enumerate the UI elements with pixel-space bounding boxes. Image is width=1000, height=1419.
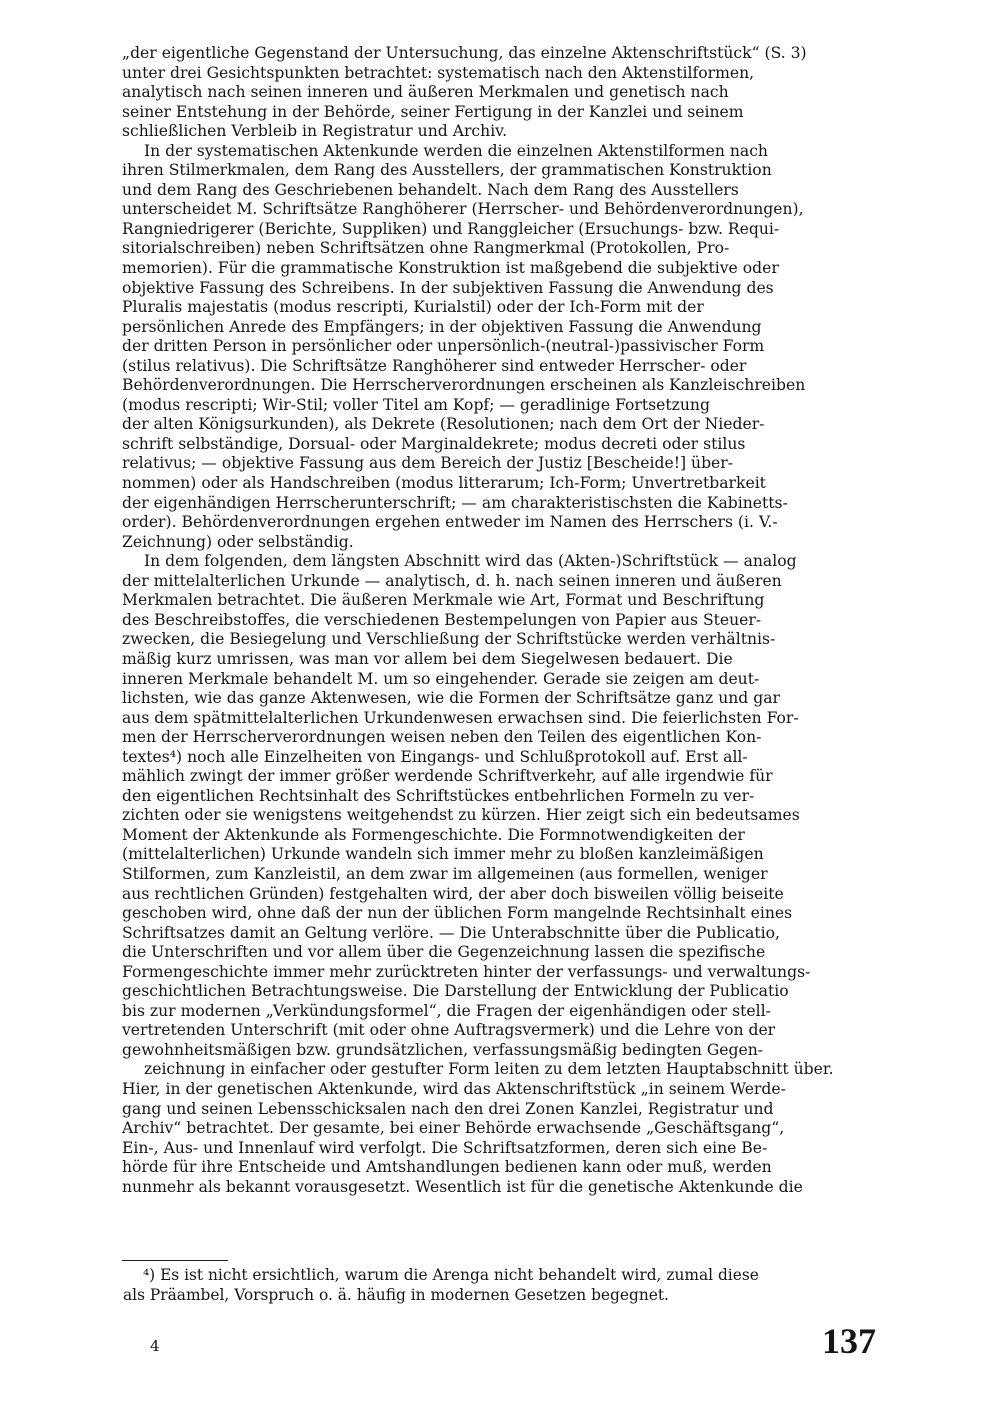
text-line: mählich zwingt der immer größer werdende Schriftverkehr, auf alle irgendwie für (122, 767, 773, 786)
text-line: aus rechtlichen Gründen) festgehalten wird, der aber doch bisweilen völlig beiseite (122, 884, 784, 903)
text-line: zeichnung in einfacher oder gestufter Form leiten zu dem letzten Hauptabschnitt über. (144, 1060, 834, 1079)
text-line: In der systematischen Aktenkunde werden die einzelnen Aktenstilformen nach (144, 141, 768, 160)
text-line: relativus; — objektive Fassung aus dem Bereich der Justiz [Bescheide!] über- (122, 454, 734, 473)
text-line: den eigentlichen Rechtsinhalt des Schriftstückes entbehrlichen Formeln zu ver- (122, 786, 755, 805)
text-line: des Beschreibstoffes, die verschiedenen Bestempelungen von Papier aus Steuer- (122, 610, 762, 629)
text-line: sitorialschreiben) neben Schriftsätzen ohne Rangmerkmal (Protokollen, Pro- (122, 239, 730, 258)
text-line: (mittelalterlichen) Urkunde wandeln sich immer mehr zu bloßen kanzleimäßigen (122, 845, 764, 864)
text-line: der mittelalterlichen Urkunde — analytisch, d. h. nach seinen inneren und äußeren (122, 571, 782, 590)
text-line: (modus rescripti; Wir-Stil; voller Titel am Kopf; — geradlinige Fortsetzung (122, 395, 710, 414)
text-line: nunmehr als bekannt vorausgesetzt. Wesentlich ist für die genetische Aktenkunde die (122, 1177, 803, 1196)
text-line: Schriftsatzes damit an Geltung verlöre. — Die Unterabschnitte über die Publicatio, (122, 923, 781, 942)
text-line: vertretenden Unterschrift (mit oder ohne Auftragsvermerk) und die Lehre von der (122, 1021, 776, 1040)
text-line: aus dem spätmittelalterlichen Urkundenwesen erwachsen sind. Die feierlichsten For- (122, 708, 799, 727)
text-line: nommen) oder als Handschreiben (modus litterarum; Ich-Form; Unvertretbarkeit (122, 474, 766, 493)
text-line: die Unterschriften und vor allem über die Gegenzeichnung lassen die spezifische (122, 943, 766, 962)
text-line: Zeichnung) oder selbständig. (122, 532, 354, 551)
footnote (123, 1266, 883, 1305)
text-line: Merkmalen betrachtet. Die äußeren Merkmale wie Art, Format und Beschriftung (122, 591, 765, 610)
text-line: zichten oder sie wenigstens weitgehendst zu kürzen. Hier zeigt sich ein bedeutsames (122, 806, 800, 825)
signature-mark: 4 (150, 1337, 160, 1355)
page-number: 137 (822, 1321, 876, 1361)
text-line: geschichtlichen Betrachtungsweise. Die Darstellung der Entwicklung der Publicatio (122, 982, 789, 1001)
footnote-divider (122, 1260, 228, 1261)
text-line: (stilus relativus). Die Schriftsätze Ranghöherer sind entweder Herrscher- oder (122, 356, 747, 375)
text-line: persönlichen Anrede des Empfängers; in der objektiven Fassung die Anwendung (122, 317, 762, 336)
body-text (122, 44, 884, 1197)
text-line: inneren Merkmale behandelt M. um so eingehender. Gerade sie zeigen am deut- (122, 669, 760, 688)
text-line: schließlichen Verbleib in Registratur und Archiv. (122, 122, 508, 141)
text-line: und dem Rang des Geschriebenen behandelt. Nach dem Rang des Ausstellers (122, 180, 739, 199)
footnote-line: als Präambel, Vorspruch o. ä. häufig in modernen Gesetzen begegnet. (123, 1285, 669, 1304)
text-line: order). Behördenverordnungen ergehen entweder im Namen des Herrschers (i. V.- (122, 513, 778, 532)
text-line: Moment der Aktenkunde als Formengeschichte. Die Formnotwendigkeiten der (122, 825, 745, 844)
footnote-line: ⁴) Es ist nicht ersichtlich, warum die Arenga nicht behandelt wird, zumal diese (143, 1266, 759, 1284)
text-line: Behördenverordnungen. Die Herrscherverordnungen erscheinen als Kanzleischreiben (122, 376, 806, 395)
text-line: ihren Stilmerkmalen, dem Rang des Ausstellers, der grammatischen Konstruktion (122, 161, 772, 180)
text-line: unter drei Gesichtspunkten betrachtet: systematisch nach den Aktenstilformen, (122, 63, 755, 82)
text-line: In dem folgenden, dem längsten Abschnitt wird das (Akten-)Schriftstück — analog (144, 552, 797, 571)
text-line: „der eigentliche Gegenstand der Untersuchung, das einzelne Aktenschriftstück“ (S. 3) (122, 44, 807, 62)
text-line: der dritten Person in persönlicher oder unpersönlich-(neutral-)passivischer Form (122, 337, 765, 356)
text-line: textes⁴) noch alle Einzelheiten von Eingangs- und Schlußprotokoll auf. Erst all- (122, 747, 748, 766)
text-line: hörde für ihre Entscheide und Amtshandlungen bedienen kann oder muß, werden (122, 1158, 772, 1177)
text-line: Archiv“ betrachtet. Der gesamte, bei einer Behörde erwachsende „Geschäftsgang“, (122, 1119, 785, 1138)
text-line: schrift selbständige, Dorsual- oder Marginaldekrete; modus decreti oder stilus (122, 434, 746, 453)
text-line: Ein-, Aus- und Innenlauf wird verfolgt. Die Schriftsatzformen, deren sich eine Be- (122, 1138, 768, 1157)
text-line: gang und seinen Lebensschicksalen nach den drei Zonen Kanzlei, Registratur und (122, 1099, 774, 1118)
text-line: bis zur modernen „Verkündungsformel“, die Fragen der eigenhändigen oder stell- (122, 1001, 771, 1020)
text-line: mäßig kurz umrissen, was man vor allem bei dem Siegelwesen bedauert. Die (122, 649, 733, 668)
text-line: geschoben wird, ohne daß der nun der üblichen Form mangelnde Rechtsinhalt eines (122, 904, 793, 923)
text-line: Pluralis majestatis (modus rescripti, Kurialstil) oder der Ich-Form mit der (122, 298, 704, 317)
text-line: objektive Fassung des Schreibens. In der subjektiven Fassung die Anwendung des (122, 278, 774, 297)
text-line: der eigenhändigen Herrscherunterschrift; — am charakteristischsten die Kabinetts- (122, 493, 788, 512)
text-line: Rangniedrigerer (Berichte, Suppliken) und Ranggleicher (Ersuchungs- bzw. Requi- (122, 219, 780, 238)
text-line: gewohnheitsmäßigen bzw. grundsätzlichen, verfassungsmäßig bedingten Gegen- (122, 1040, 764, 1059)
text-line: der alten Königsurkunden), als Dekrete (Resolutionen; nach dem Ort der Nieder- (122, 415, 765, 434)
text-line: analytisch nach seinen inneren und äußeren Merkmalen und genetisch nach (122, 83, 729, 102)
text-line: zwecken, die Besiegelung und Verschließung der Schriftstücke werden verhältnis- (122, 630, 776, 649)
text-line: memorien). Für die grammatische Konstruktion ist maßgebend die subjektive oder (122, 259, 779, 278)
text-line: men der Herrscherverordnungen weisen neben den Teilen des eigentlichen Kon- (122, 728, 762, 747)
text-line: Formengeschichte immer mehr zurücktreten hinter der verfassungs- und verwaltungs- (122, 962, 811, 981)
text-line: lichsten, wie das ganze Aktenwesen, wie die Formen der Schriftsätze ganz und gar (122, 689, 780, 708)
text-line: Hier, in der genetischen Aktenkunde, wird das Aktenschriftstück „in seinem Werde- (122, 1079, 786, 1098)
text-line: unterscheidet M. Schriftsätze Ranghöherer (Herrscher- und Behördenverordnungen), (122, 200, 804, 219)
text-line: seiner Entstehung in der Behörde, seiner Fertigung in der Kanzlei und seinem (122, 102, 744, 121)
text-line: Stilformen, zum Kanzleistil, an dem zwar im allgemeinen (aus formellen, weniger (122, 864, 768, 883)
